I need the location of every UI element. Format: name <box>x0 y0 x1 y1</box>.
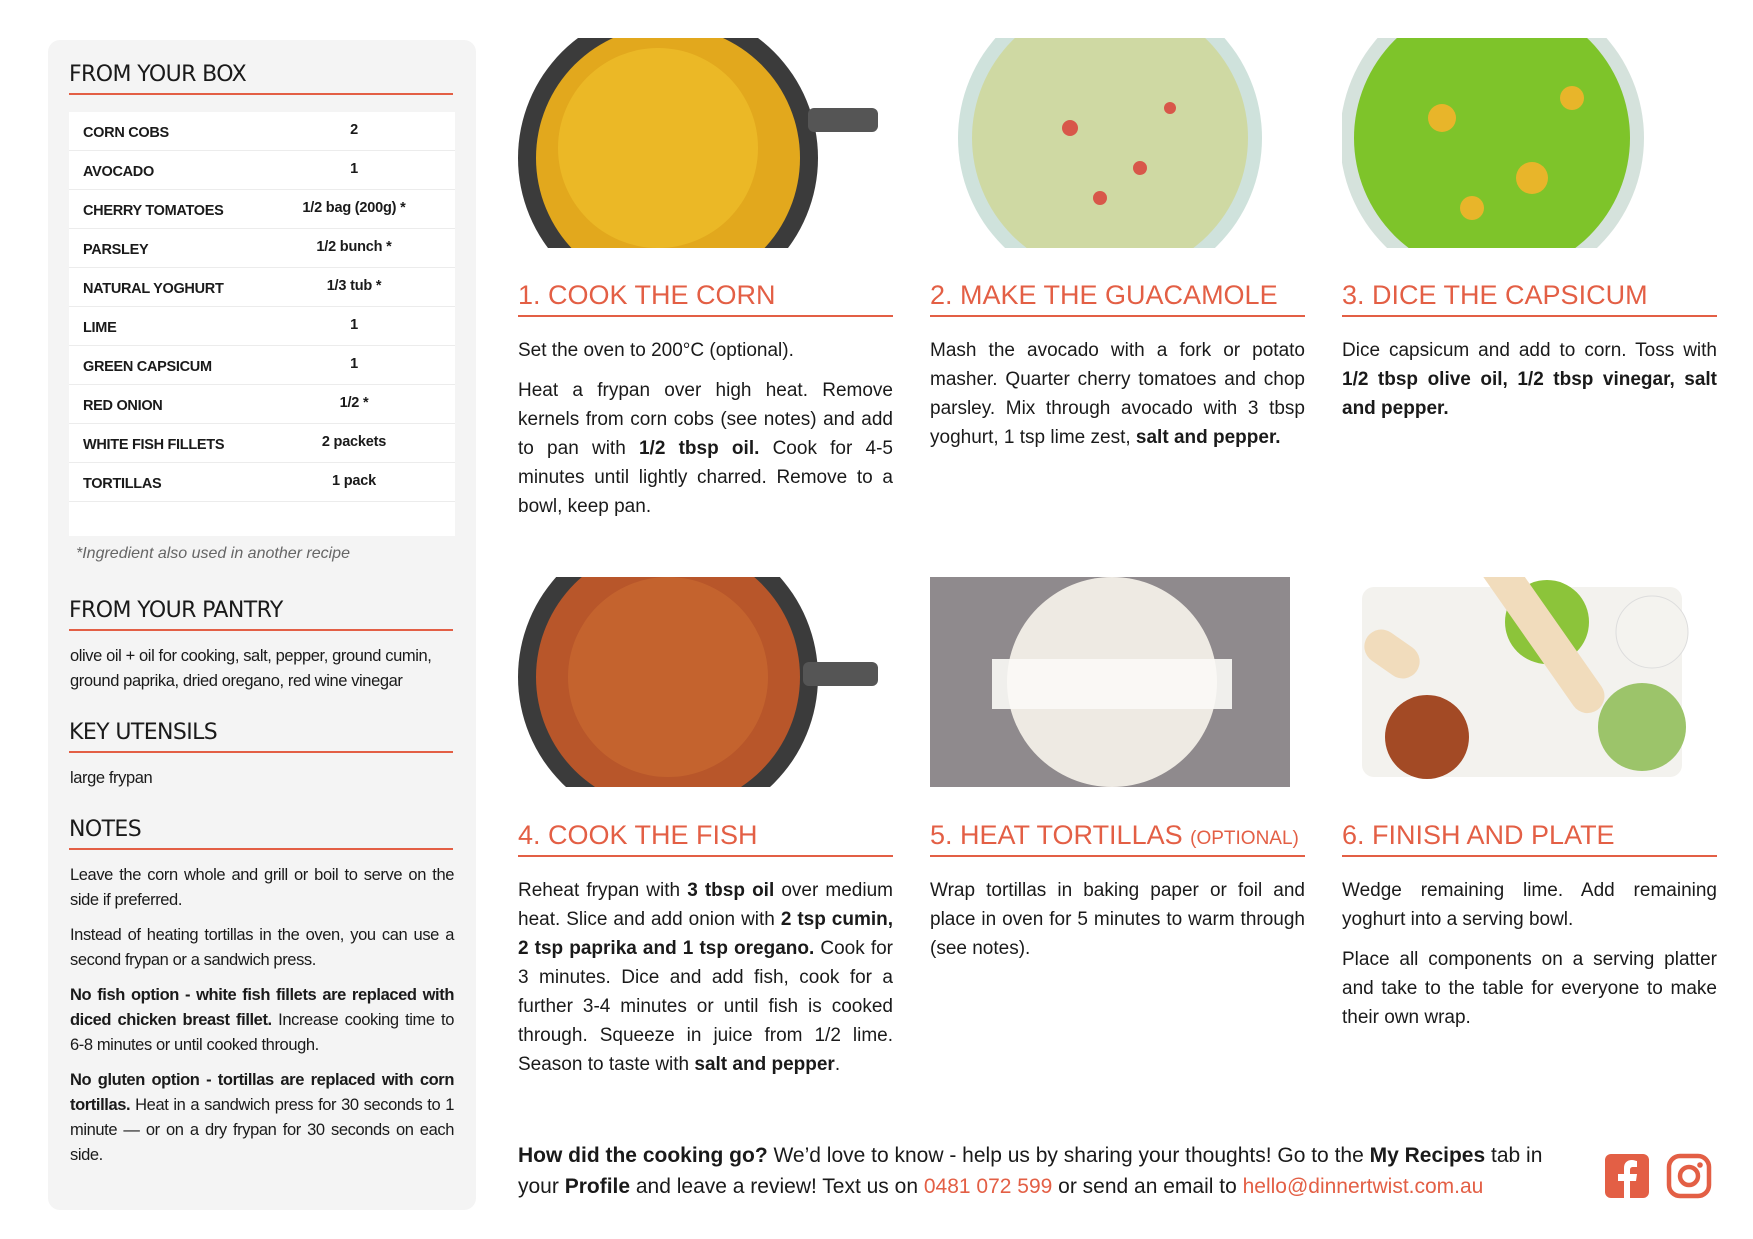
note-1: Leave the corn whole and grill or boil to serve on the side if preferred. <box>70 866 454 909</box>
ingredient-name: CHERRY TOMATOES <box>83 203 224 219</box>
note-4-bold: No gluten option - tortillas are replaced with corn tortillas. <box>70 1071 454 1114</box>
step-6-body <box>1342 876 1717 1043</box>
footer-text-4: or send an email to <box>1052 1175 1243 1198</box>
my-recipes-label: My Recipes <box>1369 1144 1486 1167</box>
step-4-p1d: 2 tsp cumin, 2 tsp paprika and 1 tsp oregano. <box>518 909 894 959</box>
tortillas-wrapped-photo <box>930 577 1290 787</box>
step-2-p1 <box>930 336 1305 452</box>
step-1-p2 <box>518 376 893 521</box>
table-row <box>69 190 455 229</box>
table-row <box>69 268 455 307</box>
notes-heading: NOTES <box>69 817 453 850</box>
step-3-p1a: Dice capsicum and add to corn. Toss with <box>1342 340 1717 361</box>
footer-question: How did the cooking go? <box>518 1144 768 1167</box>
ingredient-footnote: *Ingredient also used in another recipe <box>76 545 350 562</box>
step-1-title: 1. COOK THE CORN <box>518 280 893 317</box>
utensils-text: large frypan <box>70 769 153 787</box>
sidebar <box>48 40 476 1210</box>
from-your-pantry-heading: FROM YOUR PANTRY <box>69 598 453 631</box>
note-3-bold: No fish option - white fish fillets are replaced with diced chicken breast fillet. <box>70 986 454 1029</box>
step-5-p1: Wrap tortillas in baking paper or foil and place in oven for 5 minutes to warm through (see notes). <box>930 880 1305 959</box>
step-1-p2b: 1/2 tbsp oil. <box>638 438 760 459</box>
step-1-p1: Set the oven to 200°C (optional). <box>518 340 794 361</box>
step-5-title-optional: (OPTIONAL) <box>1190 828 1299 849</box>
phone-link[interactable]: 0481 072 599 <box>923 1175 1053 1198</box>
note-3 <box>70 983 454 1058</box>
ingredient-name: RED ONION <box>83 398 163 414</box>
footer-text-3: and leave a review! Text us on <box>630 1175 924 1198</box>
step-6-p2: Place all components on a serving platter and take to the table for everyone to make their own wrap. <box>1342 949 1717 1028</box>
ingredients-table <box>69 112 455 536</box>
step-3-body <box>1342 336 1717 434</box>
ingredient-qty: 2 <box>350 122 358 138</box>
step-6-title: 6. FINISH AND PLATE <box>1342 820 1717 857</box>
step-6-p1: Wedge remaining lime. Add remaining yoghurt into a serving bowl. <box>1342 880 1717 930</box>
step-1-p2c: Cook for 4-5 minutes until lightly charred. Remove to a bowl, keep pan. <box>518 438 894 517</box>
step-5-title-text: 5. HEAT TORTILLAS <box>930 820 1183 850</box>
facebook-icon[interactable] <box>1603 1152 1651 1200</box>
table-row <box>69 307 455 346</box>
ingredient-qty: 1 pack <box>332 473 376 489</box>
step-5-title <box>930 820 1305 857</box>
table-row <box>69 151 455 190</box>
ingredient-name: LIME <box>83 320 117 336</box>
step-1-body <box>518 336 893 532</box>
footer-text-1: We’d love to know - help us by sharing your thoughts! Go to the <box>767 1144 1370 1167</box>
step-3-title: 3. DICE THE CAPSICUM <box>1342 280 1717 317</box>
guacamole-bowl-photo <box>930 38 1290 248</box>
ingredient-qty: 1/3 tub * <box>326 278 382 294</box>
ingredient-qty: 1/2 * <box>339 395 369 411</box>
ingredient-name: TORTILLAS <box>83 476 162 492</box>
table-row <box>69 424 455 463</box>
footer-text-2: tab in your <box>518 1144 1543 1198</box>
ingredient-name: PARSLEY <box>83 242 149 258</box>
ingredient-qty: 1 <box>350 161 358 177</box>
ingredient-qty: 1 <box>350 317 358 333</box>
ingredient-qty: 1/2 bunch * <box>316 239 392 255</box>
step-4-p1 <box>518 876 893 1079</box>
step-3-p1b: 1/2 tbsp olive oil, 1/2 tbsp vinegar, salt and pepper. <box>1342 369 1717 419</box>
step-4-p1c: over medium heat. Slice and add onion with <box>518 880 893 930</box>
ingredient-qty: 1/2 bag (200g) * <box>302 200 406 216</box>
ingredient-name: GREEN CAPSICUM <box>83 359 212 375</box>
corn-pan-photo <box>518 38 878 248</box>
step-4-p1g: . <box>834 1054 841 1075</box>
ingredient-name: NATURAL YOGHURT <box>83 281 224 297</box>
step-2-p1a: Mash the avocado with a fork or potato masher. Quarter cherry tomatoes and chop parsley. Mix through avocado with 3 tbsp yoghurt, 1 tsp lime zest, <box>930 340 1305 448</box>
step-4-p1e: Cook for 3 minutes. Dice and add fish, cook for a further 3-4 minutes or until fish is cooked through. Squeeze in juice from 1/2 lime. Season to taste with <box>518 938 893 1075</box>
step-4-title: 4. COOK THE FISH <box>518 820 893 857</box>
ingredient-name: CORN COBS <box>83 125 169 141</box>
table-row <box>69 346 455 385</box>
table-row <box>69 112 455 151</box>
feedback-footer <box>518 1140 1578 1202</box>
email-link[interactable]: hello@dinnertwist.com.au <box>1242 1175 1484 1198</box>
table-row <box>69 229 455 268</box>
fish-pan-photo <box>518 577 878 787</box>
step-4-p1f: salt and pepper <box>694 1054 835 1075</box>
from-your-box-heading: FROM YOUR BOX <box>69 62 453 95</box>
step-4-p1a: Reheat frypan with <box>518 880 688 901</box>
step-5-body <box>930 876 1305 974</box>
finished-platter-photo <box>1342 577 1702 787</box>
step-2-p1b: salt and pepper. <box>1135 427 1281 448</box>
key-utensils-heading: KEY UTENSILS <box>69 720 453 753</box>
step-1-p2a: Heat a frypan over high heat. Remove kernels from corn cobs (see notes) and add to pan with <box>518 380 893 459</box>
capsicum-bowl-photo <box>1342 38 1702 248</box>
note-3-rest: Increase cooking time to 6-8 minutes or until cooked through. <box>70 1011 454 1054</box>
profile-label: Profile <box>564 1175 631 1198</box>
note-4 <box>70 1068 454 1168</box>
ingredient-name: WHITE FISH FILLETS <box>83 437 225 453</box>
table-row <box>69 385 455 424</box>
table-row <box>69 463 455 502</box>
ingredient-qty: 1 <box>350 356 358 372</box>
step-2-body <box>930 336 1305 463</box>
notes-body <box>70 863 454 1178</box>
ingredient-name: AVOCADO <box>83 164 154 180</box>
ingredient-qty: 2 packets <box>321 434 387 450</box>
note-4-rest: Heat in a sandwich press for 30 seconds to 1 minute — or on a dry frypan for 30 seconds on each side. <box>70 1096 454 1164</box>
step-4-body <box>518 876 893 1090</box>
note-2: Instead of heating tortillas in the oven, you can use a second frypan or a sandwich press. <box>70 926 454 969</box>
step-2-title: 2. MAKE THE GUACAMOLE <box>930 280 1305 317</box>
instagram-icon[interactable] <box>1665 1152 1713 1200</box>
step-3-p1 <box>1342 336 1717 423</box>
pantry-text: olive oil + oil for cooking, salt, pepper, ground cumin, ground paprika, dried oregano, red wine vinegar <box>70 647 432 690</box>
step-4-p1b: 3 tbsp oil <box>687 880 775 901</box>
